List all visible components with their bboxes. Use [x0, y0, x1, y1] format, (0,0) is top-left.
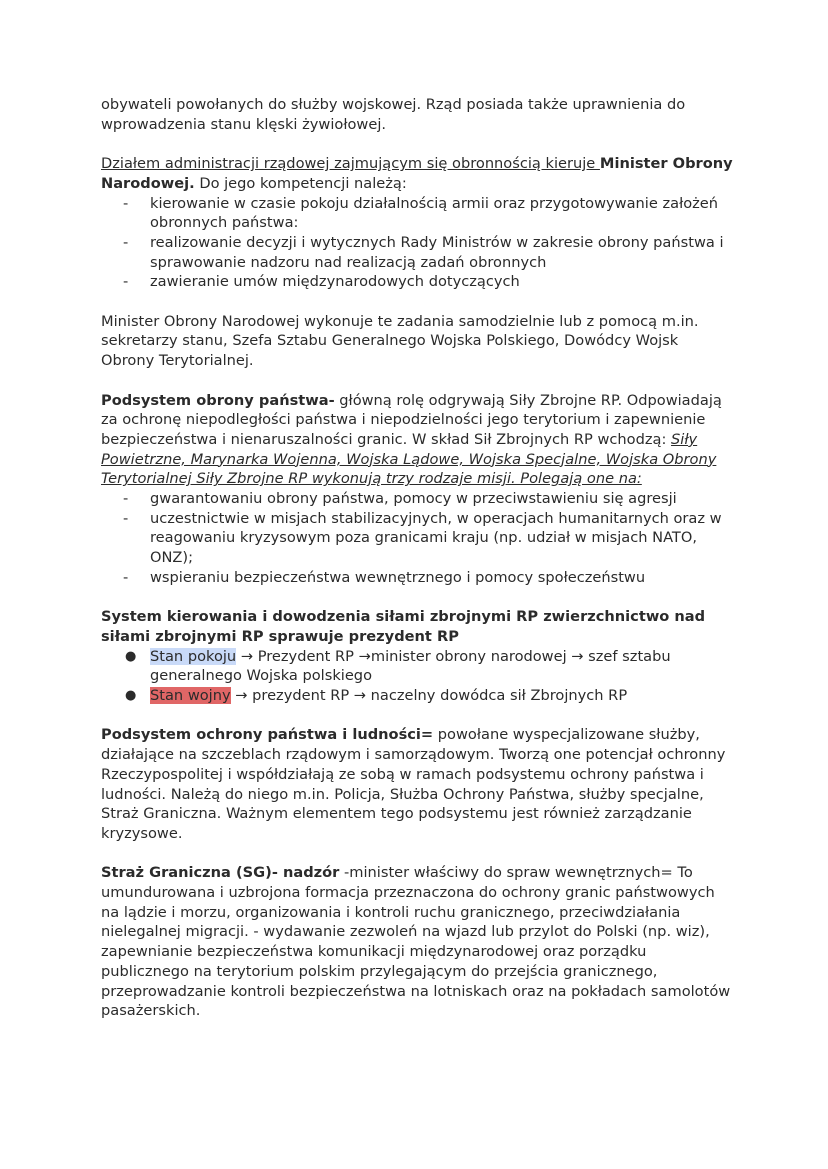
mon-tasks-paragraph: [101, 312, 733, 371]
war-state-label: Stan wojny: [150, 687, 231, 705]
intro-text: obywateli powołanych do służby wojskowej. Rząd posiada także uprawnienia do wprowadzenia stanu klęski żywiołowej.: [101, 96, 686, 133]
dash-marker: -: [123, 273, 129, 291]
border-guard-paragraph: [101, 863, 733, 1021]
defense-text: główną rolę odgrywają Siły Zbrojne RP. Odpowiadają za ochronę niepodległości państwa i niepodzielności jego terytorium i zapewnienie bezpieczeństwa i nienaruszalności granic. W skład Sił Zbrojnych RP wchodzą:: [101, 391, 722, 448]
dash-marker: -: [123, 568, 129, 586]
bullet-marker: ●: [125, 688, 137, 704]
war-chain-text: → prezydent RP → naczelny dowódca sił Zbrojnych RP: [230, 687, 628, 705]
dash-marker: -: [123, 509, 129, 527]
dash-marker: -: [123, 194, 129, 212]
list-item-text: wspieraniu bezpieczeństwa wewnętrznego i pomocy społeczeństwu: [150, 568, 646, 586]
mon-lead-rest: Do jego kompetencji należą:: [194, 174, 407, 192]
list-item-text: uczestnictwie w misjach stabilizacyjnych, w operacjach humanitarnych oraz w reagowaniu kryzysowym poza granicami kraju (np. udział w misjach NATO, ONZ);: [150, 509, 722, 567]
list-item-text: gwarantowaniu obrony państwa, pomocy w przeciwstawieniu się agresji: [150, 490, 677, 508]
command-chain-list: [101, 647, 733, 706]
border-guard-heading: Straż Graniczna (SG)- nadzór: [101, 864, 340, 882]
intro-paragraph: [101, 95, 733, 134]
list-item: [101, 489, 733, 509]
list-item-text: kierowanie w czasie pokoju działalnością armii oraz przygotowywanie założeń obronnych państwa:: [150, 194, 719, 232]
peace-chain-text: → Prezydent RP →minister obrony narodowej → szef sztabu generalnego Wojska polskiego: [150, 647, 671, 685]
protection-heading: Podsystem ochrony państwa i ludności=: [101, 726, 434, 744]
list-item: [101, 686, 733, 706]
peace-state-label: Stan pokoju: [150, 647, 237, 665]
mon-competence-list: [101, 194, 733, 293]
protection-text: powołane wyspecjalizowane służby, działające na szczeblach rządowym i samorządowym. Tworzą one potencjał ochronny Rzeczypospolitej i współdziałają ze sobą w ramach podsystemu ochrony państwa i ludności. Należą do niego m.in. Policja, Służba Ochrony Państwa, służby specjalne, Straż Graniczna. Ważnym elementem tego podsystemu jest również zarządzanie kryzysowe.: [101, 726, 726, 842]
protection-paragraph: [101, 725, 733, 843]
mon-lead-underlined: Działem administracji rządowej zajmującym się obronnością kieruje: [101, 155, 600, 173]
dash-marker: -: [123, 233, 129, 251]
list-item: [101, 568, 733, 588]
list-item-text: realizowanie decyzji i wytycznych Rady Ministrów w zakresie obrony państwa i sprawowanie nadzoru nad realizacją zadań obronnych: [150, 233, 724, 271]
mon-section: [101, 154, 733, 292]
list-item: [101, 509, 733, 568]
mon-lead-bold: Minister Obrony Narodowej.: [101, 155, 733, 192]
bullet-marker: ●: [125, 648, 137, 664]
defense-forces-list: Siły Powietrzne, Marynarka Wojenna, Wojska Lądowe, Wojska Specjalne, Wojska Obrony Terytorialnej Siły Zbrojne RP wykonują trzy rodzaje misji. Polegają one na:: [101, 430, 717, 488]
command-heading: System kierowania i dowodzenia siłami zbrojnymi RP zwierzchnictwo nad siłami zbrojnymi RP sprawuje prezydent RP: [101, 608, 706, 645]
mon-lead: [101, 154, 733, 193]
dash-marker: -: [123, 490, 129, 508]
list-item: [101, 647, 733, 686]
defense-lead: [101, 391, 733, 490]
defense-heading: Podsystem obrony państwa-: [101, 391, 335, 409]
border-guard-text: -minister właściwy do spraw wewnętrznych= To umundurowana i uzbrojona formacja przeznaczona do ochrony granic państwowych na lądzie i morzu, organizowania i kontroli ruchu granicznego, przeciwdziałania nielegalnej migracji. - wydawanie zezwoleń na wjazd lub przylot do Polski (np. wiz), zapewnianie bezpieczeństwa komunikacji międzynarodowej oraz porządku publicznego na terytorium polskim przylegającym do przejścia granicznego, przeprowadzanie kontroli bezpieczeństwa na lotniskach oraz na pokładach samolotów pasażerskich.: [101, 864, 731, 1020]
defense-mission-list: [101, 489, 733, 588]
list-item: [101, 272, 733, 292]
list-item: [101, 194, 733, 233]
defense-section: [101, 391, 733, 588]
command-section: [101, 607, 733, 706]
list-item-text: zawieranie umów międzynarodowych dotyczących: [150, 273, 520, 291]
mon-tasks-text: Minister Obrony Narodowej wykonuje te zadania samodzielnie lub z pomocą m.in. sekretarzy stanu, Szefa Sztabu Generalnego Wojska Polskiego, Dowódcy Wojsk Obrony Terytorialnej.: [101, 312, 699, 370]
list-item: [101, 233, 733, 272]
